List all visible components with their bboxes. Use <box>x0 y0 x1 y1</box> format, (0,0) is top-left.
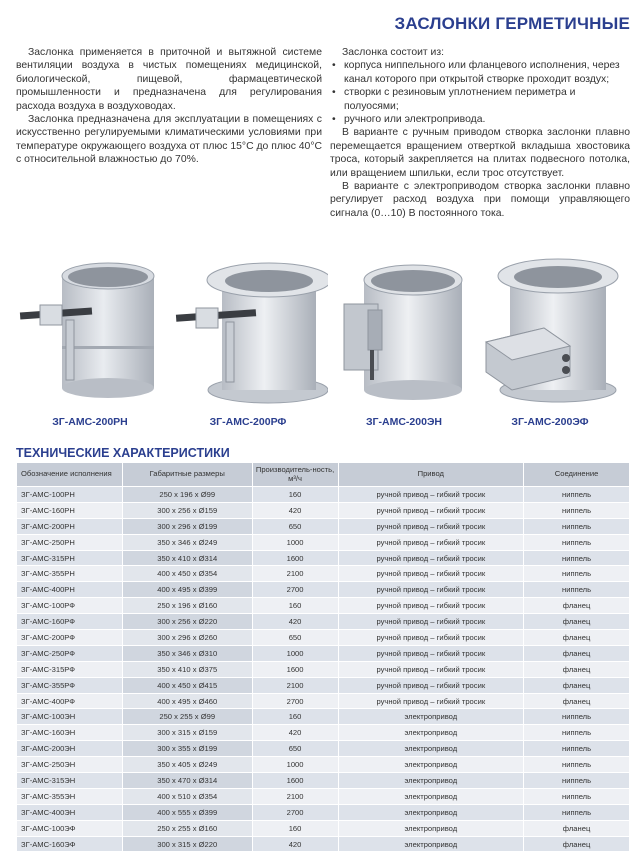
column-header: Производитель-ность, м³/ч <box>252 463 338 487</box>
table-row <box>17 725 630 741</box>
table-cell: электропривод <box>338 836 524 851</box>
product-caption: ЗГ-АМС-200РФ <box>209 416 287 428</box>
table-cell: электропривод <box>338 788 524 804</box>
table-cell: фланец <box>524 598 630 614</box>
table-cell: ЗГ-АМС-160ЭФ <box>17 836 123 851</box>
table-cell: ЗГ-АМС-100РН <box>17 487 123 503</box>
table-cell: 400 x 495 x Ø399 <box>122 582 252 598</box>
table-cell: ЗГ-АМС-315РФ <box>17 661 123 677</box>
table-cell: 2100 <box>252 788 338 804</box>
table-cell: ручной привод – гибкий тросик <box>338 645 524 661</box>
list-item: • створки с резиновым уплотнением периметра и полуосями; <box>330 86 630 113</box>
table-cell: ЗГ-АМС-200ЭН <box>17 741 123 757</box>
table-cell: 400 x 555 x Ø399 <box>122 804 252 820</box>
table-cell: 300 x 355 x Ø199 <box>122 741 252 757</box>
table-cell: ручной привод – гибкий тросик <box>338 661 524 677</box>
table-cell: фланец <box>524 693 630 709</box>
table-row <box>17 661 630 677</box>
table-cell: ниппель <box>524 757 630 773</box>
table-cell: 400 x 450 x Ø354 <box>122 566 252 582</box>
table-cell: фланец <box>524 677 630 693</box>
table-cell: ниппель <box>524 725 630 741</box>
table-cell: ручной привод – гибкий тросик <box>338 598 524 614</box>
damper-image <box>10 250 170 420</box>
table-cell: ЗГ-АМС-355РН <box>17 566 123 582</box>
table-cell: 2100 <box>252 677 338 693</box>
table-cell: 350 x 346 x Ø310 <box>122 645 252 661</box>
table-row <box>17 836 630 851</box>
table-cell: ниппель <box>524 550 630 566</box>
table-cell: ЗГ-АМС-160РН <box>17 502 123 518</box>
table-row <box>17 677 630 693</box>
table-cell: 350 x 410 x Ø375 <box>122 661 252 677</box>
table-cell: ручной привод – гибкий тросик <box>338 487 524 503</box>
table-row <box>17 550 630 566</box>
product-card <box>324 250 484 440</box>
table-cell: электропривод <box>338 709 524 725</box>
list-item: • корпуса ниппельного или фланцевого исполнения, через канал которого при открытой створке проходит воздух; <box>330 59 630 86</box>
table-cell: 400 x 510 x Ø354 <box>122 788 252 804</box>
table-cell: фланец <box>524 630 630 646</box>
table-row <box>17 709 630 725</box>
table-cell: 2700 <box>252 693 338 709</box>
table-cell: 1600 <box>252 550 338 566</box>
table-cell: ЗГ-АМС-250ЭН <box>17 757 123 773</box>
table-row <box>17 598 630 614</box>
table-cell: 250 x 196 x Ø160 <box>122 598 252 614</box>
table-cell: 160 <box>252 820 338 836</box>
table-row <box>17 757 630 773</box>
table-row <box>17 773 630 789</box>
table-cell: фланец <box>524 661 630 677</box>
table-cell: ЗГ-АМС-315РН <box>17 550 123 566</box>
manual-drive-paragraph: В варианте с ручным приводом створка заслонки плавно перемещается вращением отверткой вкладыша хвостовика троса, который закрепляется на плитах подвесного потолка, или вращением шпильки, если трос отсутствует. <box>330 127 630 179</box>
table-cell: ручной привод – гибкий тросик <box>338 502 524 518</box>
table-cell: 1000 <box>252 757 338 773</box>
table-row <box>17 645 630 661</box>
table-cell: 420 <box>252 502 338 518</box>
table-cell: ниппель <box>524 773 630 789</box>
column-header: Габаритные размеры <box>122 463 252 487</box>
product-caption: ЗГ-АМС-200ЭН <box>365 416 442 428</box>
table-cell: ниппель <box>524 487 630 503</box>
table-cell: 250 x 255 x Ø160 <box>122 820 252 836</box>
table-cell: 300 x 296 x Ø260 <box>122 630 252 646</box>
table-cell: ручной привод – гибкий тросик <box>338 677 524 693</box>
table-row <box>17 502 630 518</box>
product-gallery <box>0 250 644 440</box>
table-cell: ручной привод – гибкий тросик <box>338 693 524 709</box>
table-cell: ниппель <box>524 788 630 804</box>
table-cell: 250 x 255 x Ø99 <box>122 709 252 725</box>
table-cell: ниппель <box>524 709 630 725</box>
table-row <box>17 820 630 836</box>
table-row <box>17 534 630 550</box>
table-cell: ручной привод – гибкий тросик <box>338 534 524 550</box>
table-cell: 1000 <box>252 534 338 550</box>
table-cell: ЗГ-АМС-315ЭН <box>17 773 123 789</box>
table-cell: 350 x 410 x Ø314 <box>122 550 252 566</box>
table-cell: электропривод <box>338 773 524 789</box>
table-cell: электропривод <box>338 757 524 773</box>
table-row <box>17 566 630 582</box>
list-item: • ручного или электропривода. <box>330 113 630 126</box>
table-cell: фланец <box>524 836 630 851</box>
table-cell: 2700 <box>252 804 338 820</box>
table-cell: 160 <box>252 487 338 503</box>
table-cell: ручной привод – гибкий тросик <box>338 630 524 646</box>
composition-list <box>330 59 630 126</box>
table-cell: 650 <box>252 741 338 757</box>
table-cell: электропривод <box>338 741 524 757</box>
table-cell: 2700 <box>252 582 338 598</box>
table-cell: 420 <box>252 614 338 630</box>
table-cell: ниппель <box>524 582 630 598</box>
damper-image <box>168 250 328 420</box>
table-cell: ниппель <box>524 534 630 550</box>
table-cell: 300 x 315 x Ø220 <box>122 836 252 851</box>
table-cell: ЗГ-АМС-100ЭН <box>17 709 123 725</box>
table-cell: электропривод <box>338 820 524 836</box>
table-row <box>17 804 630 820</box>
product-caption: ЗГ-АМС-200ЭФ <box>511 416 589 428</box>
table-cell: 350 x 346 x Ø249 <box>122 534 252 550</box>
table-cell: ЗГ-АМС-400РН <box>17 582 123 598</box>
table-row <box>17 614 630 630</box>
table-cell: 1000 <box>252 645 338 661</box>
table-cell: ЗГ-АМС-250РН <box>17 534 123 550</box>
table-cell: ниппель <box>524 502 630 518</box>
table-cell: ЗГ-АМС-100ЭФ <box>17 820 123 836</box>
table-cell: ЗГ-АМС-200РФ <box>17 630 123 646</box>
damper-image <box>470 250 630 420</box>
table-cell: 420 <box>252 725 338 741</box>
table-cell: 300 x 296 x Ø199 <box>122 518 252 534</box>
table-cell: 300 x 256 x Ø220 <box>122 614 252 630</box>
specs-table <box>16 462 630 851</box>
table-cell: ЗГ-АМС-355РФ <box>17 677 123 693</box>
table-cell: ниппель <box>524 518 630 534</box>
table-cell: 250 x 196 x Ø99 <box>122 487 252 503</box>
table-row <box>17 518 630 534</box>
description-paragraph: Заслонка применяется в приточной и вытяжной системе вентиляции воздуха в чистых помещениях медицинской, биологической, пищевой, фармацевтической промышленности и предназначена для регулирования расхода воздуха в воздуховодах. <box>16 47 322 112</box>
specs-title: ТЕХНИЧЕСКИЕ ХАРАКТЕРИСТИКИ <box>16 446 230 460</box>
table-cell: 160 <box>252 598 338 614</box>
table-cell: фланец <box>524 645 630 661</box>
table-cell: 400 x 495 x Ø460 <box>122 693 252 709</box>
table-cell: ЗГ-АМС-160РФ <box>17 614 123 630</box>
column-header: Привод <box>338 463 524 487</box>
table-cell: ручной привод – гибкий тросик <box>338 566 524 582</box>
table-cell: ЗГ-АМС-355ЭН <box>17 788 123 804</box>
table-cell: ЗГ-АМС-250РФ <box>17 645 123 661</box>
table-cell: ЗГ-АМС-100РФ <box>17 598 123 614</box>
damper-image <box>324 250 484 420</box>
product-card <box>470 250 630 440</box>
product-card <box>10 250 170 440</box>
table-cell: ЗГ-АМС-400РФ <box>17 693 123 709</box>
table-row <box>17 487 630 503</box>
page-title: ЗАСЛОНКИ ГЕРМЕТИЧНЫЕ <box>394 14 630 33</box>
table-row <box>17 788 630 804</box>
table-cell: 1600 <box>252 661 338 677</box>
table-cell: ниппель <box>524 566 630 582</box>
description-left <box>16 46 322 167</box>
specs-table-body <box>17 487 630 851</box>
table-cell: 160 <box>252 709 338 725</box>
description-right <box>330 46 630 220</box>
table-header-row <box>17 463 630 487</box>
table-cell: фланец <box>524 614 630 630</box>
table-cell: 350 x 405 x Ø249 <box>122 757 252 773</box>
table-cell: ниппель <box>524 741 630 757</box>
table-cell: 1600 <box>252 773 338 789</box>
table-cell: электропривод <box>338 804 524 820</box>
table-cell: 420 <box>252 836 338 851</box>
table-cell: 350 x 470 x Ø314 <box>122 773 252 789</box>
column-header: Обозначение исполнения <box>17 463 123 487</box>
table-cell: ручной привод – гибкий тросик <box>338 550 524 566</box>
table-cell: 650 <box>252 630 338 646</box>
table-cell: ручной привод – гибкий тросик <box>338 582 524 598</box>
column-header: Соединение <box>524 463 630 487</box>
product-caption: ЗГ-АМС-200РН <box>52 416 128 428</box>
table-cell: 2100 <box>252 566 338 582</box>
table-cell: 650 <box>252 518 338 534</box>
table-cell: ручной привод – гибкий тросик <box>338 614 524 630</box>
table-cell: 300 x 256 x Ø159 <box>122 502 252 518</box>
composition-intro: Заслонка состоит из: <box>342 47 444 58</box>
table-cell: 300 x 315 x Ø159 <box>122 725 252 741</box>
table-cell: ниппель <box>524 804 630 820</box>
table-cell: 400 x 450 x Ø415 <box>122 677 252 693</box>
table-row <box>17 582 630 598</box>
table-cell: электропривод <box>338 725 524 741</box>
table-cell: ЗГ-АМС-400ЭН <box>17 804 123 820</box>
description-paragraph: Заслонка предназначена для эксплуатации в помещениях с искусственно регулируемыми климатическими условиями при температуре окружающего воздуха от плюс 15°С до плюс 40°С с относительной влажностью до 70%. <box>16 114 322 166</box>
table-cell: ЗГ-АМС-160ЭН <box>17 725 123 741</box>
table-row <box>17 741 630 757</box>
table-row <box>17 693 630 709</box>
table-row <box>17 630 630 646</box>
electric-drive-paragraph: В варианте с электроприводом створка заслонки плавно регулирует расход воздуха при помощи управляющего сигнала (0…10) В постоянного тока. <box>330 181 630 219</box>
table-cell: ЗГ-АМС-200РН <box>17 518 123 534</box>
table-cell: ручной привод – гибкий тросик <box>338 518 524 534</box>
product-card <box>168 250 328 440</box>
table-cell: фланец <box>524 820 630 836</box>
